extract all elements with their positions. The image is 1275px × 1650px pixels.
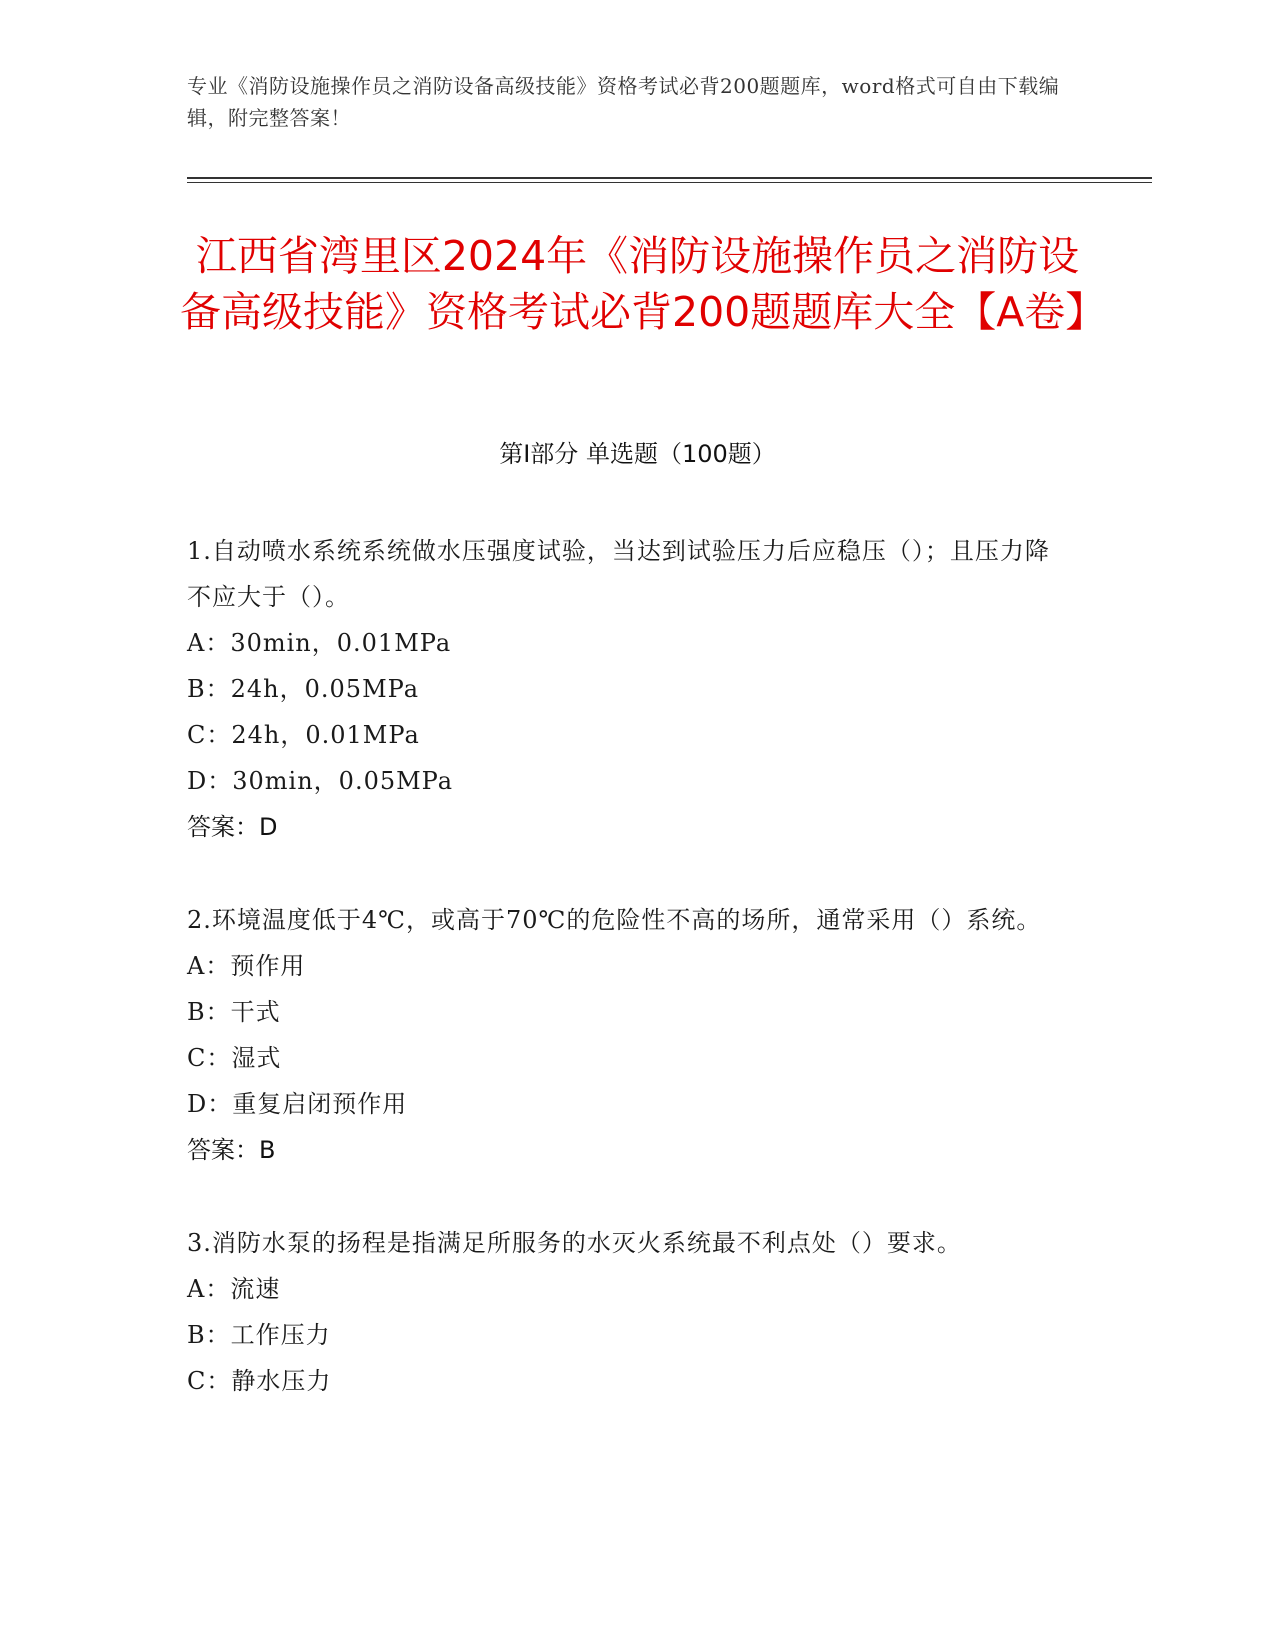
option-d: D：重复启闭预作用 <box>187 1090 408 1118</box>
option-b: B：工作压力 <box>187 1321 331 1349</box>
question-2 <box>187 897 1067 1173</box>
header-divider-thin <box>187 182 1152 183</box>
question-list <box>187 528 1067 1451</box>
document-title: 江西省湾里区2024年《消防设施操作员之消防设备高级技能》资格考试必背200题题库大全【A卷】 <box>180 232 1107 336</box>
question-1 <box>187 528 1067 850</box>
option-c: C：静水压力 <box>187 1367 332 1395</box>
question-stem: 3.消防水泵的扬程是指满足所服务的水灭火系统最不利点处（）要求。 <box>187 1229 962 1257</box>
option-a: A：30min，0.01MPa <box>187 629 452 657</box>
answer: 答案：D <box>187 813 278 841</box>
option-a: A：流速 <box>187 1275 281 1303</box>
answer: 答案：B <box>187 1136 276 1164</box>
question-stem: 1.自动喷水系统系统做水压强度试验，当达到试验压力后应稳压（）；且压力降不应大于（）。 <box>187 537 1050 611</box>
option-c: C：24h，0.01MPa <box>187 721 420 749</box>
section-title: 第Ⅰ部分 单选题（100题） <box>499 440 776 468</box>
option-d: D：30min，0.05MPa <box>187 767 454 795</box>
option-c: C：湿式 <box>187 1044 282 1072</box>
question-3 <box>187 1220 1067 1404</box>
option-a: A：预作用 <box>187 952 306 980</box>
option-b: B：干式 <box>187 998 281 1026</box>
question-stem: 2.环境温度低于4℃，或高于70℃的危险性不高的场所，通常采用（）系统。 <box>187 906 1042 934</box>
option-b: B：24h，0.05MPa <box>187 675 420 703</box>
header-note: 专业《消防设施操作员之消防设备高级技能》资格考试必背200题题库，word格式可自由下载编辑，附完整答案！ <box>187 74 1060 130</box>
header-divider-thick <box>187 177 1152 179</box>
